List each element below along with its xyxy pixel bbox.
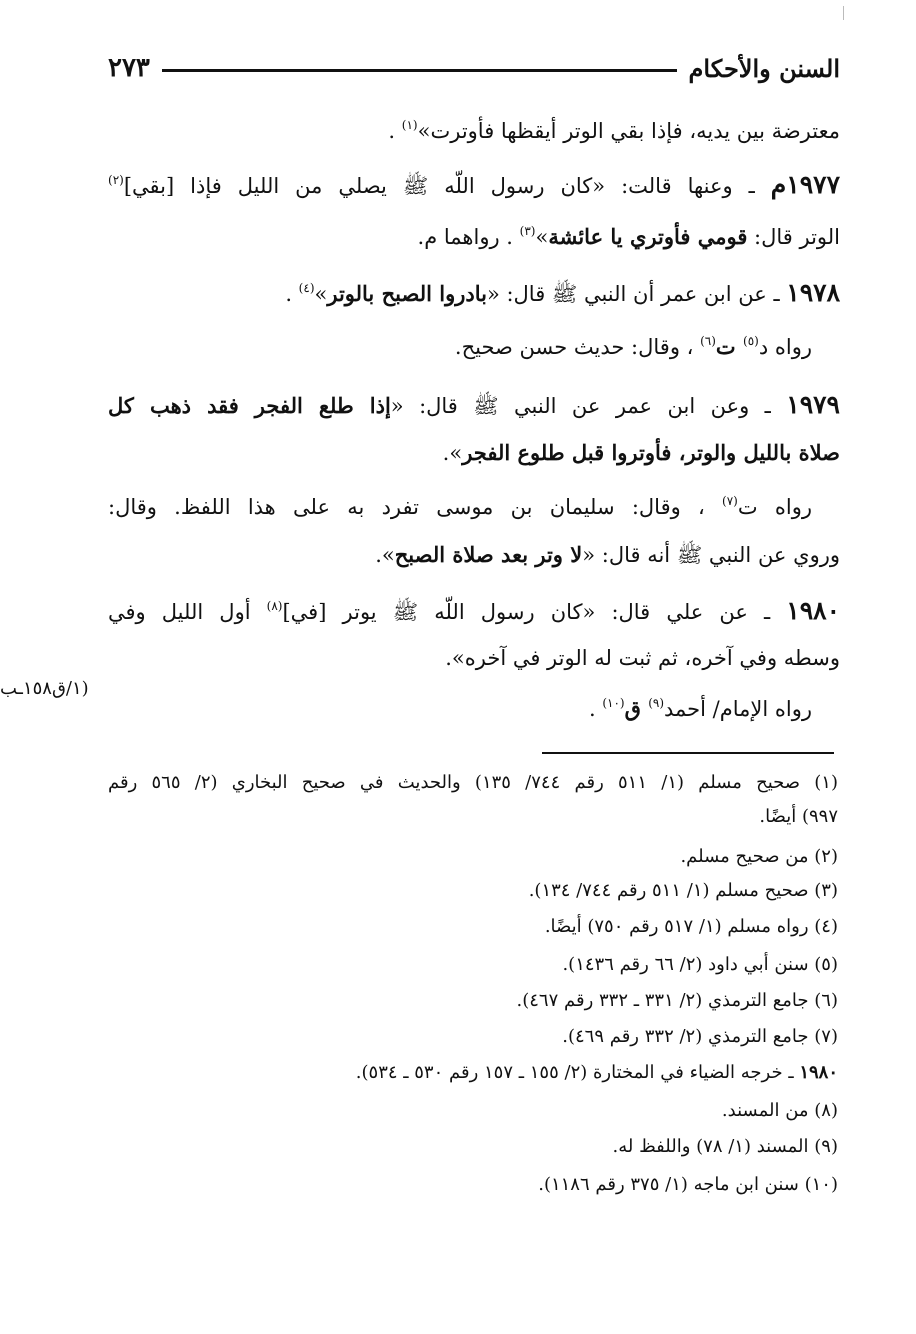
hadith-1979-narration-2: وروي عن النبي ﷺ أنه قال: «لا وتر بعد صلاة الصبح». <box>375 542 840 567</box>
hadith-1978: ١٩٧٨ ـ عن ابن عمر أن النبي ﷺ قال: «بادروا الصبح بالوتر»$^{(٤)}$ . <box>285 278 840 307</box>
footnote-5: (٥) سنن أبي داود (٢/ ٦٦ رقم ١٤٣٦). <box>562 954 838 975</box>
hadith-number: ١٩٧٨ <box>786 278 840 307</box>
hadith-1980-line-2: وسطه وفي آخره، ثم ثبت له الوتر في آخره». <box>445 646 840 670</box>
hadith-1977-line-2: الوتر قال: قومي فأوتري يا عائشة»$^{(٣)}$ . رواهما م. <box>417 224 840 249</box>
hadith-number: ١٩٧٩ <box>786 390 840 419</box>
hadith-1979-narration-1: رواه ت$^{(٧)}$ ، وقال: سليمان بن موسى تفرد به على هذا اللفظ. وقال: <box>108 494 812 519</box>
scan-mark <box>843 6 848 20</box>
hadith-1979-line-1: ١٩٧٩ ـ وعن ابن عمر عن النبي ﷺ قال: «إذا طلع الفجر فقد ذهب كل <box>108 390 840 419</box>
hadith-number: ١٩٧٧م <box>770 170 840 199</box>
footnote-9: (٩) المسند (١/ ٧٨) واللفظ له. <box>612 1136 838 1157</box>
text-line-1: معترضة بين يديه، فإذا بقي الوتر أيقظها فأوترت»$^{(١)}$ . <box>388 118 840 143</box>
footnote-1: (١) صحيح مسلم (١/ ٥١١ رقم ٧٤٤/ ١٣٥) والحديث في صحيح البخاري (٢/ ٥٦٥ رقم <box>108 772 838 793</box>
footnote-4: (٤) رواه مسلم (١/ ٥١٧ رقم ٧٥٠) أيضًا. <box>544 916 838 937</box>
footnote-1980: ١٩٨٠ ـ خرجه الضياء في المختارة (٢/ ١٥٥ ـ ١٥٧ رقم ٥٣٠ ـ ٥٣٤). <box>355 1062 838 1083</box>
hadith-1980-narration: رواه الإمام/ أحمد$^{(٩)}$ ق$^{(١٠)}$ . <box>588 696 812 721</box>
footnote-3: (٣) صحيح مسلم (١/ ٥١١ رقم ٧٤٤/ ١٣٤). <box>528 880 838 901</box>
hadith-1978-narration: رواه د$^{(٥)}$ ت$^{(٦)}$ ، وقال: حديث حسن صحيح. <box>454 334 812 359</box>
footnote-separator <box>542 752 834 754</box>
hadith-1980-line-1: ١٩٨٠ ـ عن علي قال: «كان رسول اللّه ﷺ يوتر [في]$^{(٨)}$ أول الليل وفي <box>108 596 840 625</box>
footnote-8: (٨) من المسند. <box>721 1100 838 1121</box>
hadith-number: ١٩٨٠ <box>786 596 840 625</box>
footnote-6: (٦) جامع الترمذي (٢/ ٣٣١ ـ ٣٣٢ رقم ٤٦٧). <box>516 990 838 1011</box>
manuscript-margin-note: (١/ق١٥٨ـب <box>0 678 89 699</box>
page-number: ٢٧٣ <box>108 53 150 83</box>
page-header <box>108 48 840 88</box>
hadith-1979-line-2: صلاة بالليل والوتر، فأوتروا قبل طلوع الفجر». <box>442 440 840 465</box>
footnote-7: (٧) جامع الترمذي (٢/ ٣٣٢ رقم ٤٦٩). <box>562 1026 838 1047</box>
hadith-1977-line-1: ١٩٧٧م ـ وعنها قالت: «كان رسول اللّه ﷺ يصلي من الليل فإذا [بقي]$^{(٢)}$ <box>108 170 840 199</box>
footnote-2: (٢) من صحيح مسلم. <box>680 846 838 867</box>
footnote-1-cont: ٩٩٧) أيضًا. <box>759 806 838 827</box>
footnote-10: (١٠) سنن ابن ماجه (١/ ٣٧٥ رقم ١١٨٦). <box>538 1174 838 1195</box>
running-title: السنن والأحكام <box>688 53 840 83</box>
header-rule <box>162 69 677 72</box>
